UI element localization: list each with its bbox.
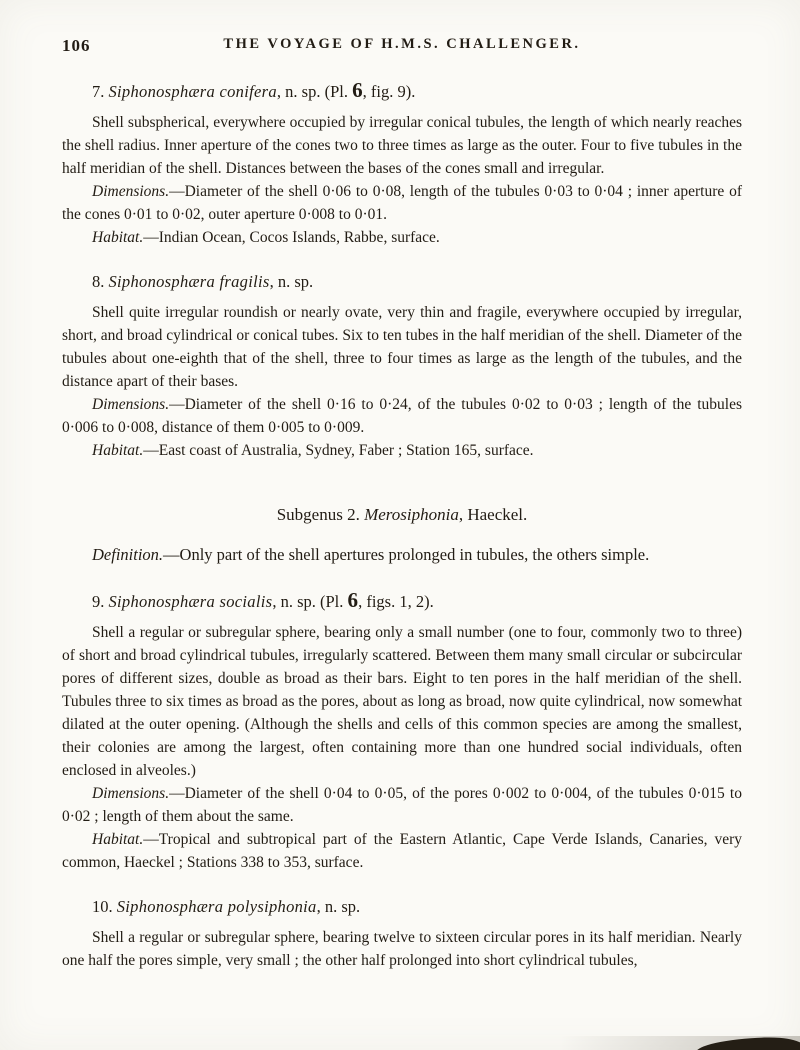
species-7-heading-end: , fig. 9). <box>362 82 416 101</box>
species-10-number: 10. <box>92 897 117 916</box>
species-10-name: Siphonosphæra polysiphonia <box>116 897 317 916</box>
habitat-text: —Indian Ocean, Cocos Islands, Rabbe, surface. <box>143 229 440 246</box>
habitat-text: —East coast of Australia, Sydney, Faber ; Station 165, surface. <box>143 442 534 459</box>
species-7-number: 7. <box>92 82 109 101</box>
dimensions-text: —Diameter of the shell 0·06 to 0·08, length of the tubules 0·03 to 0·04 ; inner aperture of the cones 0·01 to 0·02, outer aperture 0·008 to 0·01. <box>62 183 742 223</box>
dimensions-text: —Diameter of the shell 0·04 to 0·05, of the pores 0·002 to 0·004, of the tubules 0·015 to 0·02 ; length of them about the same. <box>62 785 742 825</box>
species-9-name: Siphonosphæra socialis <box>108 592 273 611</box>
species-7-description: Shell subspherical, everywhere occupied by irregular conical tubules, the length of which nearly reaches the shell radius. Inner aperture of the cones two to three times as large as the outer. Four to five tubules in the half meridian of the shell. Distances between the bases of the cones small and irregular. <box>62 114 742 177</box>
species-9-number: 9. <box>92 592 109 611</box>
species-8-dimensions <box>62 393 742 439</box>
species-10-description: Shell a regular or subregular sphere, bearing twelve to sixteen circular pores in its half meridian. Nearly one half the pores simple, very small ; the other half prolonged into short cylindrical tubules, <box>62 929 742 969</box>
species-8-description: Shell quite irregular roundish or nearly ovate, very thin and fragile, everywhere occupied by irregular, short, and broad cylindrical or conical tubes. Six to ten tubes in the half meridian of the shell. Diameter of the tubules about one-eighth that of the shell, three to four times as large as the length of the tubules, and the distance apart of their bases. <box>62 304 742 390</box>
subgenus-heading <box>62 502 742 528</box>
scan-edge-shadow <box>0 1036 800 1050</box>
species-8-heading <box>92 271 742 293</box>
species-9-heading-mid: , n. sp. (Pl. <box>272 592 348 611</box>
page-header <box>62 36 742 58</box>
habitat-label: Habitat. <box>92 229 144 246</box>
subgenus-author: , Haeckel. <box>458 505 528 524</box>
species-7-habitat <box>62 226 742 249</box>
dimensions-label: Dimensions. <box>92 785 170 802</box>
species-9-description: Shell a regular or subregular sphere, bearing only a small number (one to four, commonly two to three) of short and broad cylindrical tubules, irregularly scattered. Between them many small circular or subcircular pores of different sizes, double as broad as their bars. Eight to ten pores in the half meridian of the shell. Tubules three to six times as broad as the pores, about as long as broad, now quite cylindrical, now somewhat dilated at the outer opening. (Although the shells and cells of this common species are among the smallest, their colonies are among the largest, often containing more than one hundred social individuals, often enclosed in alveoles.) <box>62 624 742 779</box>
species-8-habitat <box>62 439 742 462</box>
species-9-habitat <box>62 828 742 874</box>
species-7-dimensions <box>62 180 742 226</box>
habitat-label: Habitat. <box>92 831 144 848</box>
species-7-heading-mid: , n. sp. (Pl. <box>276 82 353 101</box>
habitat-text: —Tropical and subtropical part of the Eastern Atlantic, Cape Verde Islands, Canaries, very common, Haeckel ; Stations 338 to 353, surface. <box>62 831 742 871</box>
dimensions-label: Dimensions. <box>92 396 170 413</box>
species-10-heading-end: , n. sp. <box>316 897 361 916</box>
subgenus-label: Subgenus 2. <box>276 505 365 524</box>
species-8-heading-end: , n. sp. <box>269 272 314 291</box>
definition-label: Definition. <box>92 545 164 564</box>
running-head: THE VOYAGE OF H.M.S. CHALLENGER. <box>223 36 581 52</box>
species-8-number: 8. <box>92 272 109 291</box>
definition-text: —Only part of the shell apertures prolonged in tubules, the others simple. <box>163 545 650 564</box>
subgenus-name: Merosiphonia <box>364 505 459 524</box>
dimensions-text: —Diameter of the shell 0·16 to 0·24, of the tubules 0·02 to 0·03 ; length of the tubules 0·006 to 0·008, distance of them 0·005 to 0·009. <box>62 396 742 436</box>
species-10-heading <box>92 896 742 918</box>
species-9-heading <box>92 590 742 613</box>
dimensions-label: Dimensions. <box>92 183 170 200</box>
page-number: 106 <box>62 36 91 55</box>
species-7-name: Siphonosphæra conifera <box>108 82 277 101</box>
habitat-label: Habitat. <box>92 442 144 459</box>
subgenus-definition <box>62 542 742 568</box>
species-7-plate-number: 6 <box>352 78 363 102</box>
species-7-heading <box>92 80 742 103</box>
species-8-name: Siphonosphæra fragilis <box>108 272 270 291</box>
species-9-plate-number: 6 <box>347 588 359 612</box>
species-9-heading-end: , figs. 1, 2). <box>358 592 434 611</box>
species-9-dimensions <box>62 782 742 828</box>
